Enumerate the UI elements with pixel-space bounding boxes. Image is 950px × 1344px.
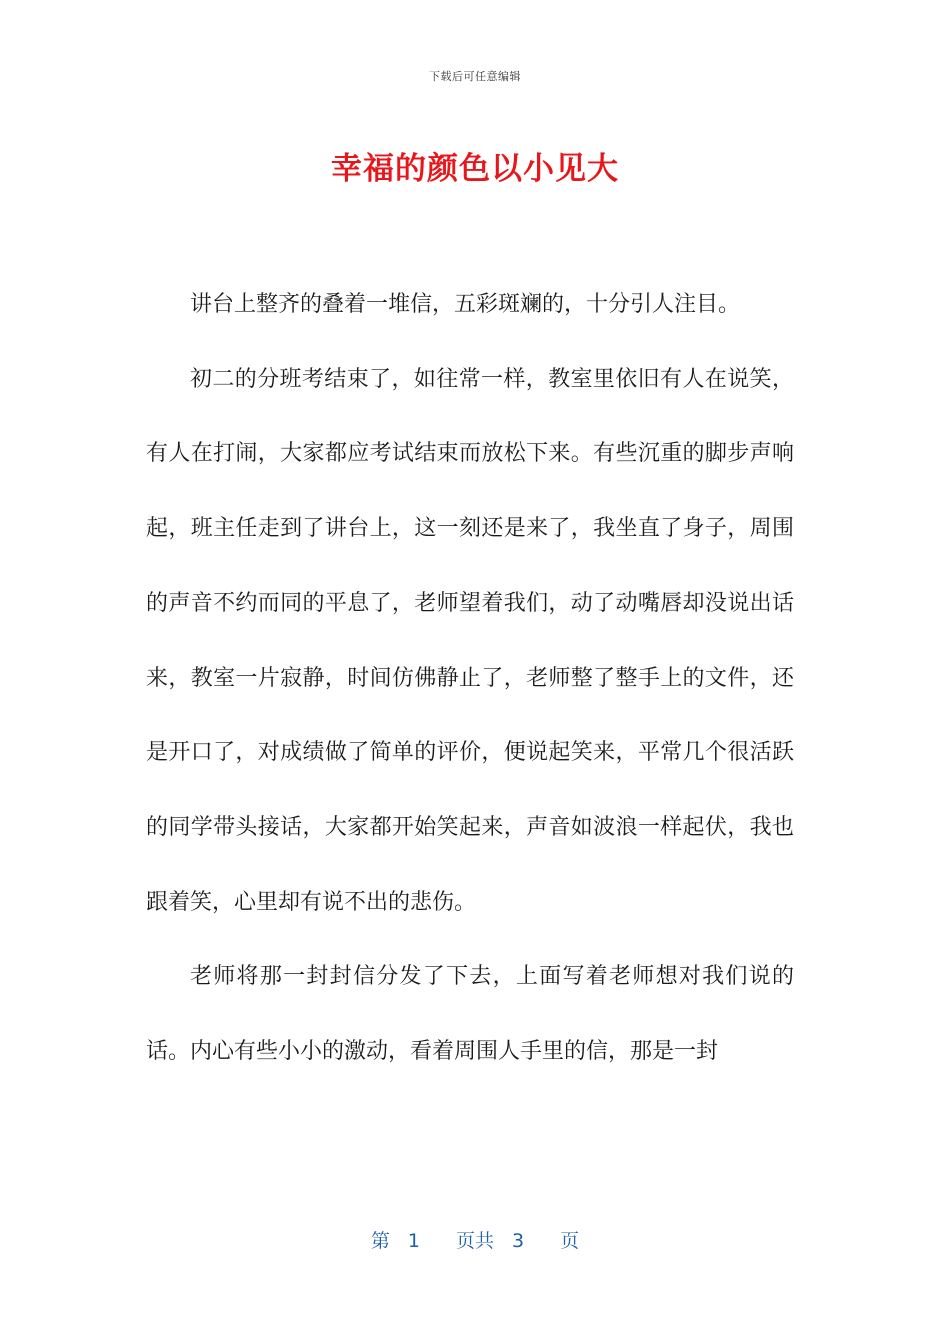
footer-suffix: 页 [560,1230,580,1252]
document-title: 幸福的颜色以小见大 [331,151,619,187]
document-body [146,268,794,1090]
paragraph-3: 老师将那一封封信分发了下去，上面写着老师想对我们说的话。内心有些小小的激动，看着周围人手里的信，那是一封 [146,964,794,1065]
header-note: 下载后可任意编辑 [429,70,521,83]
footer-middle: 页共 [455,1230,494,1252]
page-footer [0,1226,950,1253]
footer-total-pages: 3 [512,1230,525,1252]
footer-prefix: 第 [370,1230,390,1252]
footer-page-number: 1 [407,1230,420,1252]
paragraph-2: 初二的分班考结束了，如往常一样，教室里依旧有人在说笑，有人在打闹，大家都应考试结束而放松下来。有些沉重的脚步声响起，班主任走到了讲台上，这一刻还是来了，我坐直了身子，周围的声音不约而同的平息了，老师望着我们，动了动嘴唇却没说出话来，教室一片寂静，时间仿佛静止了，老师整了整手上的文件，还是开口了，对成绩做了简单的评价，便说起笑来，平常几个很活跃的同学带头接话，大家都开始笑起来，声音如波浪一样起伏，我也跟着笑，心里却有说不出的悲伤。 [146,366,794,915]
paragraph-1: 讲台上整齐的叠着一堆信，五彩斑斓的，十分引人注目。 [190,292,741,317]
